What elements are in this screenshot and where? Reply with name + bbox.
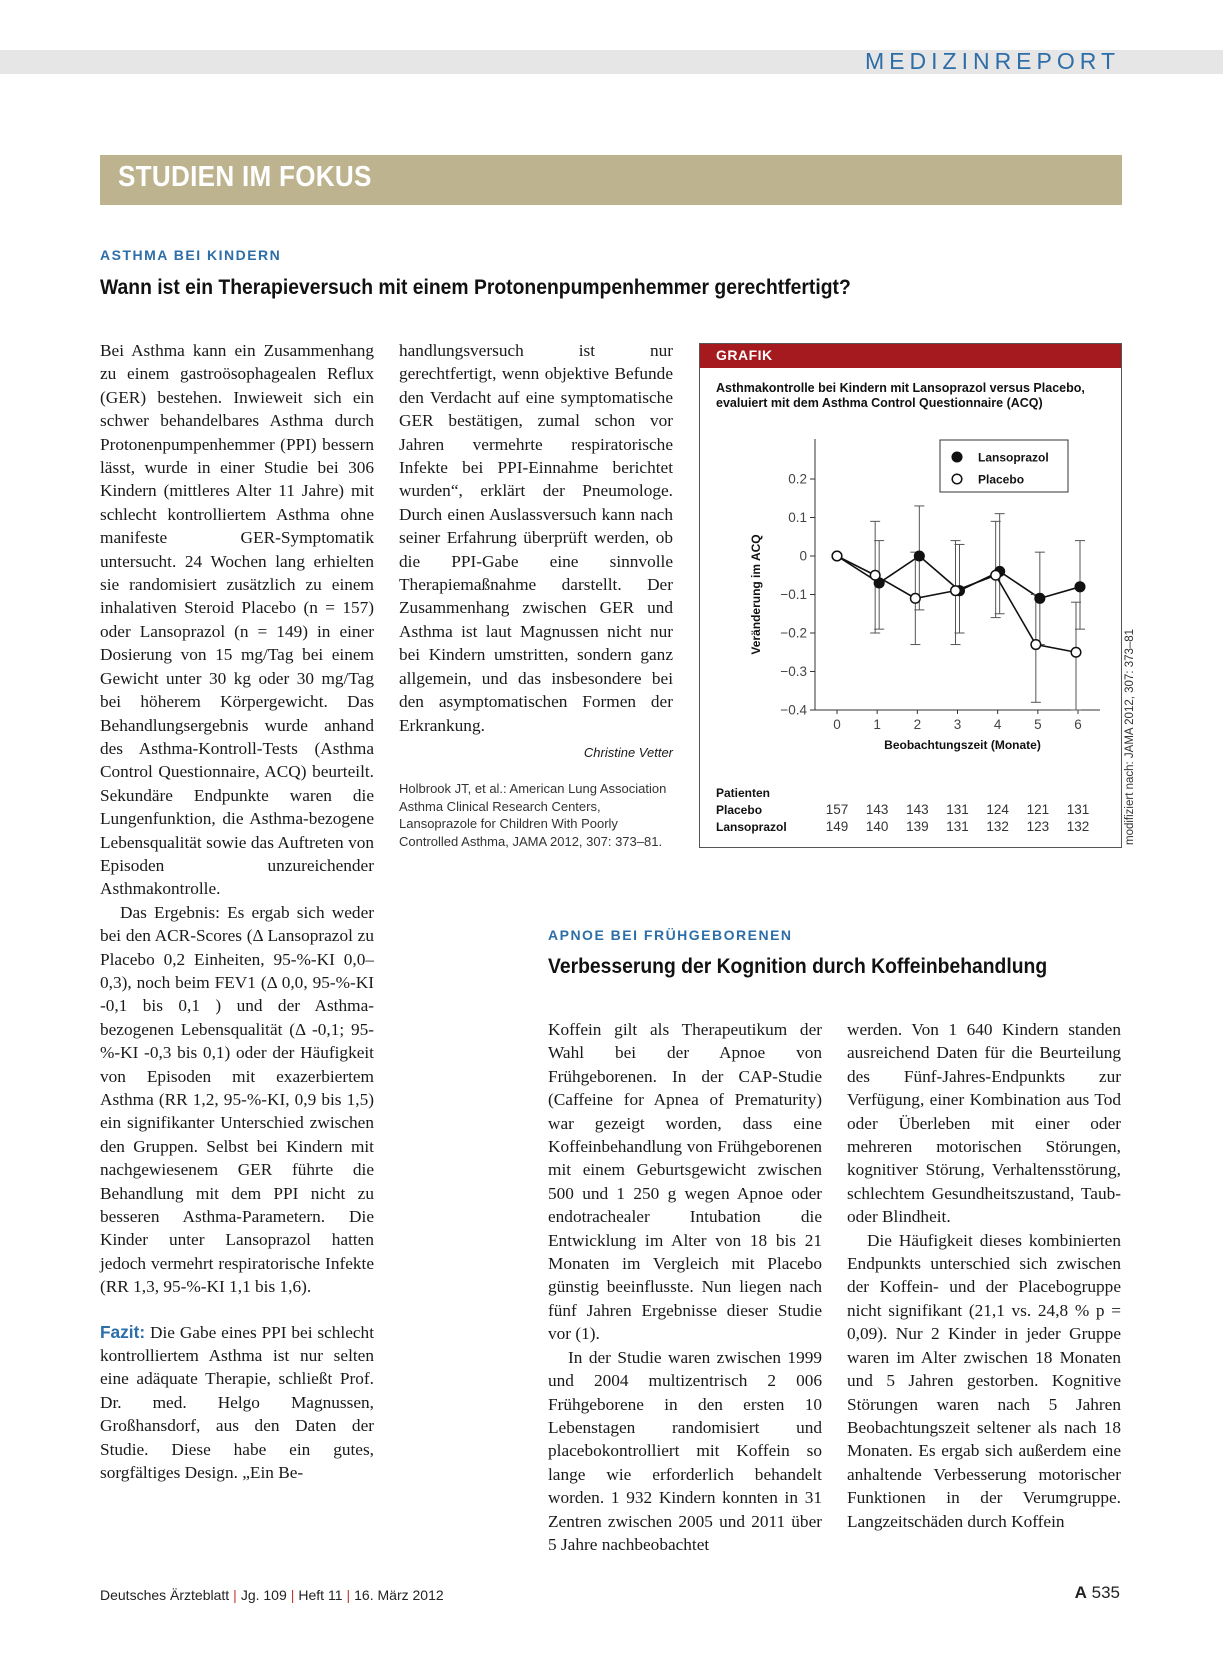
legend-label: Placebo bbox=[978, 472, 1025, 487]
patients-count: 124 bbox=[986, 802, 1009, 817]
patients-count: 131 bbox=[1066, 802, 1090, 817]
legend-marker-lansoprazol bbox=[952, 452, 962, 462]
article1-reference: Holbrook JT, et al.: American Lung Association Asthma Clinical Research Centers, Lansoprazole for Children With Poorly Controlled Asthma, JAMA 2012, 307: 373–81. bbox=[399, 781, 667, 849]
data-point-placebo bbox=[991, 570, 1001, 580]
legend-marker-placebo bbox=[952, 474, 962, 484]
x-tick-label: 5 bbox=[1034, 717, 1042, 732]
patients-count: 132 bbox=[1066, 819, 1090, 834]
data-point-placebo bbox=[1071, 647, 1081, 657]
patients-row-label: Lansoprazol bbox=[716, 820, 787, 834]
grafik-box bbox=[699, 343, 1122, 848]
article1-paragraph: Bei Asthma kann ein Zusammenhang zu einem gastroösophagealen Reflux (GER) bestehen. Inwieweit sich ein schwer behandelbares Asthma durch Protonenpumpenhemmer (PPI) bessern lässt, wurde in einer Studie bei 306 Kindern (mittleres Alter 11 Jahre) mit schlecht kontrolliertem Asthma ohne manifeste GER-Symptomatik untersucht. 24 Wochen lang erhielten sie randomisiert zusätzlich zu einem inhalativen Steroid Placebo (n = 157) oder Lansoprazol (n = 149) in einer Dosierung von 15 mg/Tag bei einem Gewicht unter 30 kg oder 30 mg/Tag bei höherem Körpergewicht. Das Behandlungsergebnis wurde anhand des Asthma-Kontroll-Tests (Asthma Control Questionnaire, ACQ) beurteilt. Sekundäre Endpunkte waren die Lungenfunktion, die Asthma-bezogene Lebensqualität sowie das Auftreten von Episoden unzureichender Asthmakontrolle. bbox=[100, 341, 374, 899]
patients-count: 140 bbox=[865, 819, 889, 834]
fazit-text: Die Gabe eines PPI bei schlecht kontrolliertem Asthma ist nur selten eine adäquate Therapie, schließt Prof. Dr. med. Helgo Magnussen, Großhansdorf, aus den Daten der Studie. Diese habe ein gutes, sorgfältiges Design. „Ein Be- bbox=[100, 1322, 374, 1483]
footer-page-number: 535 bbox=[1091, 1583, 1120, 1602]
article1-column-2 bbox=[399, 339, 673, 850]
patients-row-label: Placebo bbox=[716, 803, 763, 817]
x-tick-label: 1 bbox=[873, 717, 881, 732]
article2-column-2 bbox=[847, 1018, 1121, 1533]
article1-kicker: ASTHMA BEI KINDERN bbox=[100, 247, 282, 263]
x-tick-label: 6 bbox=[1074, 717, 1082, 732]
patients-count: 123 bbox=[1026, 819, 1050, 834]
article1-column-1 bbox=[100, 339, 374, 1485]
article2-paragraph: In der Studie waren zwischen 1999 und 2004 multizentrisch 2 006 Frühgeborene in den ersten 10 Lebenstagen randomisiert und placebokontrolliert mit Koffein so lange wie erforderlich behandelt worden. 1 932 Kindern konnten in 31 Zentren zwischen 2005 und 2011 über 5 Jahre nachbeobachtet bbox=[548, 1347, 822, 1554]
patients-count: 131 bbox=[946, 819, 969, 834]
y-tick-label: −0.2 bbox=[780, 625, 807, 641]
grafik-label: GRAFIK bbox=[716, 347, 773, 363]
data-point-placebo bbox=[1031, 640, 1041, 650]
article2-kicker: APNOE BEI FRÜHGEBORENEN bbox=[548, 927, 793, 943]
y-axis-title: Veränderung im ACQ bbox=[749, 534, 763, 655]
x-tick-label: 2 bbox=[913, 717, 922, 732]
article2-paragraph: werden. Von 1 640 Kindern standen ausreichend Daten für die Beurteilung des Fünf-Jahres-Endpunkts zur Verfügung, einer Kombination aus Tod oder Überleben mit einer oder mehreren motorischen Störungen, kognitiver Störung, Verhaltensstörung, schlechtem Gesundheitszustand, Taub- oder Blindheit. bbox=[847, 1020, 1121, 1227]
grafik-credit: modifiziert nach: JAMA 2012, 307: 373–81 bbox=[1124, 628, 1136, 845]
footer-issue: Heft 11 bbox=[298, 1587, 343, 1603]
data-point-lansoprazol bbox=[1035, 594, 1045, 604]
patients-label: Patienten bbox=[716, 786, 771, 800]
x-tick-label: 0 bbox=[833, 717, 841, 732]
patients-count: 149 bbox=[825, 819, 849, 834]
article2-paragraph: Die Häufigkeit dieses kombinierten Endpunkts unterschied sich zwischen der Koffein- und der Placebogruppe nicht signifikant (21,1 vs. 24,8 % p = 0,09). Nur 2 Kinder in jeder Gruppe waren im Alter zwischen 18 Monaten und 5 Jahren gestorben. Kognitive Störungen waren nach 5 Jahren Beobachtungszeit seltener als nach 18 Monaten. Es ergab sich außerdem eine anhaltende Verbesserung motorischer Funktionen in der Verumgruppe. Langzeitschäden durch Koffein bbox=[847, 1230, 1121, 1531]
patients-count: 139 bbox=[906, 819, 929, 834]
grafik-title: Asthmakontrolle bei Kindern mit Lansoprazol versus Placebo, evaluiert mit dem Asthma Control Questionnaire (ACQ) bbox=[716, 381, 1085, 410]
footer-citation: Deutsches Ärzteblatt | Jg. 109 | Heft 11 | 16. März 2012 bbox=[100, 1587, 444, 1603]
data-point-placebo bbox=[870, 570, 880, 580]
data-point-placebo bbox=[911, 594, 921, 604]
patients-count: 121 bbox=[1026, 802, 1050, 817]
data-point-placebo bbox=[832, 551, 842, 561]
x-tick-label: 4 bbox=[993, 717, 1002, 732]
acq-chart bbox=[700, 344, 1121, 847]
article1-paragraph: Das Ergebnis: Es ergab sich weder bei den ACR-Scores (Δ Lansoprazol zu Placebo 0,2 Einheiten, 95-%-KI 0,0–0,3), noch beim FEV1 (Δ 0,0, 95-%-KI -0,1 bis 0,1 ) und der Asthma-bezogenen Lebensqualität (Δ -0,1; 95-%-KI -0,3 bis 0,1) oder der Häufigkeit von Episoden mit exazerbiertem Asthma (RR 1,2, 95-%-KI, 0,9 bis 1,5) ein signifikanter Unterschied zwischen den Gruppen. Selbst bei Kindern mit nachgewiesenem GER führte die Behandlung mit dem PPI nicht zu besseren Asthma-Parametern. Die Kinder unter Lansoprazol hatten jedoch vermehrt respiratorische Infekte (RR 1,3, 95-%-KI 1,1 bis 1,6). bbox=[100, 902, 374, 1297]
x-axis-title: Beobachtungszeit (Monate) bbox=[884, 738, 1041, 752]
article2-headline: Verbesserung der Kognition durch Koffeinbehandlung bbox=[548, 955, 1048, 978]
section-label: MEDIZINREPORT bbox=[865, 48, 1120, 74]
patients-count: 132 bbox=[986, 819, 1009, 834]
patients-count: 143 bbox=[906, 802, 929, 817]
y-tick-label: 0.1 bbox=[788, 510, 807, 525]
data-point-placebo bbox=[951, 586, 961, 596]
data-point-lansoprazol bbox=[1075, 582, 1085, 592]
y-tick-label: −0.3 bbox=[780, 664, 807, 679]
footer-page bbox=[1075, 1583, 1120, 1603]
banner bbox=[100, 155, 1122, 205]
x-tick-label: 3 bbox=[953, 717, 962, 732]
y-tick-label: −0.4 bbox=[780, 702, 807, 718]
article1-headline: Wann ist ein Therapieversuch mit einem Protonenpumpenhemmer gerechtfertigt? bbox=[100, 276, 851, 299]
y-tick-label: 0 bbox=[799, 548, 807, 564]
fazit-paragraph bbox=[100, 1321, 374, 1485]
y-tick-label: 0.2 bbox=[788, 471, 807, 487]
banner-title: STUDIEN IM FOKUS bbox=[118, 161, 372, 193]
patients-count: 131 bbox=[946, 802, 969, 817]
footer-volume: Jg. 109 bbox=[240, 1587, 287, 1603]
footer-page-prefix: A bbox=[1074, 1583, 1087, 1602]
fazit-label: Fazit: bbox=[100, 1321, 146, 1342]
y-tick-label: −0.1 bbox=[780, 587, 807, 602]
data-point-lansoprazol bbox=[915, 551, 925, 561]
patients-count: 143 bbox=[865, 802, 889, 817]
article1-paragraph: handlungsversuch ist nur gerechtfertigt, wenn objektive Befunde den Verdacht auf eine symptomatische GER bestätigen, zumal schon vor Jahren vermehrte respiratorische Infekte bei PPI-Einnahme berichtet wurden“, erklärt der Pneumologe. Durch einen Auslassversuch kann nach seiner Erfahrung überprüft werden, ob die PPI-Gabe eine sinnvolle Therapiemaßnahme darstellt. Der Zusammenhang zwischen GER und Asthma ist laut Magnussen nicht nur bei Kindern umstritten, sondern ganz allgemein, und das insbesondere bei den asymptomatischen Formen der Erkrankung. bbox=[399, 341, 673, 735]
article1-author: Christine Vetter bbox=[583, 744, 673, 760]
footer-date: 16. März 2012 bbox=[354, 1587, 444, 1603]
legend-label: Lansoprazol bbox=[978, 450, 1049, 465]
patients-count: 157 bbox=[825, 802, 849, 817]
article2-column-1 bbox=[548, 1018, 822, 1556]
article2-paragraph: Koffein gilt als Therapeutikum der Wahl bei der Apnoe von Frühgeborenen. In der CAP-Studie (Caffeine for Apnea of Prematurity) war gezeigt worden, dass eine Koffeinbehandlung von Frühgeborenen mit einem Geburtsgewicht zwischen 500 und 1 250 g wegen Apnoe oder endotrachealer Intubation die Entwicklung im Alter von 18 bis 21 Monaten im Vergleich mit Placebo günstig beeinflusste. Nun liegen nach fünf Jahren Ergebnisse dieser Studie vor (1). bbox=[548, 1020, 822, 1344]
footer-journal: Deutsches Ärzteblatt bbox=[100, 1587, 230, 1603]
